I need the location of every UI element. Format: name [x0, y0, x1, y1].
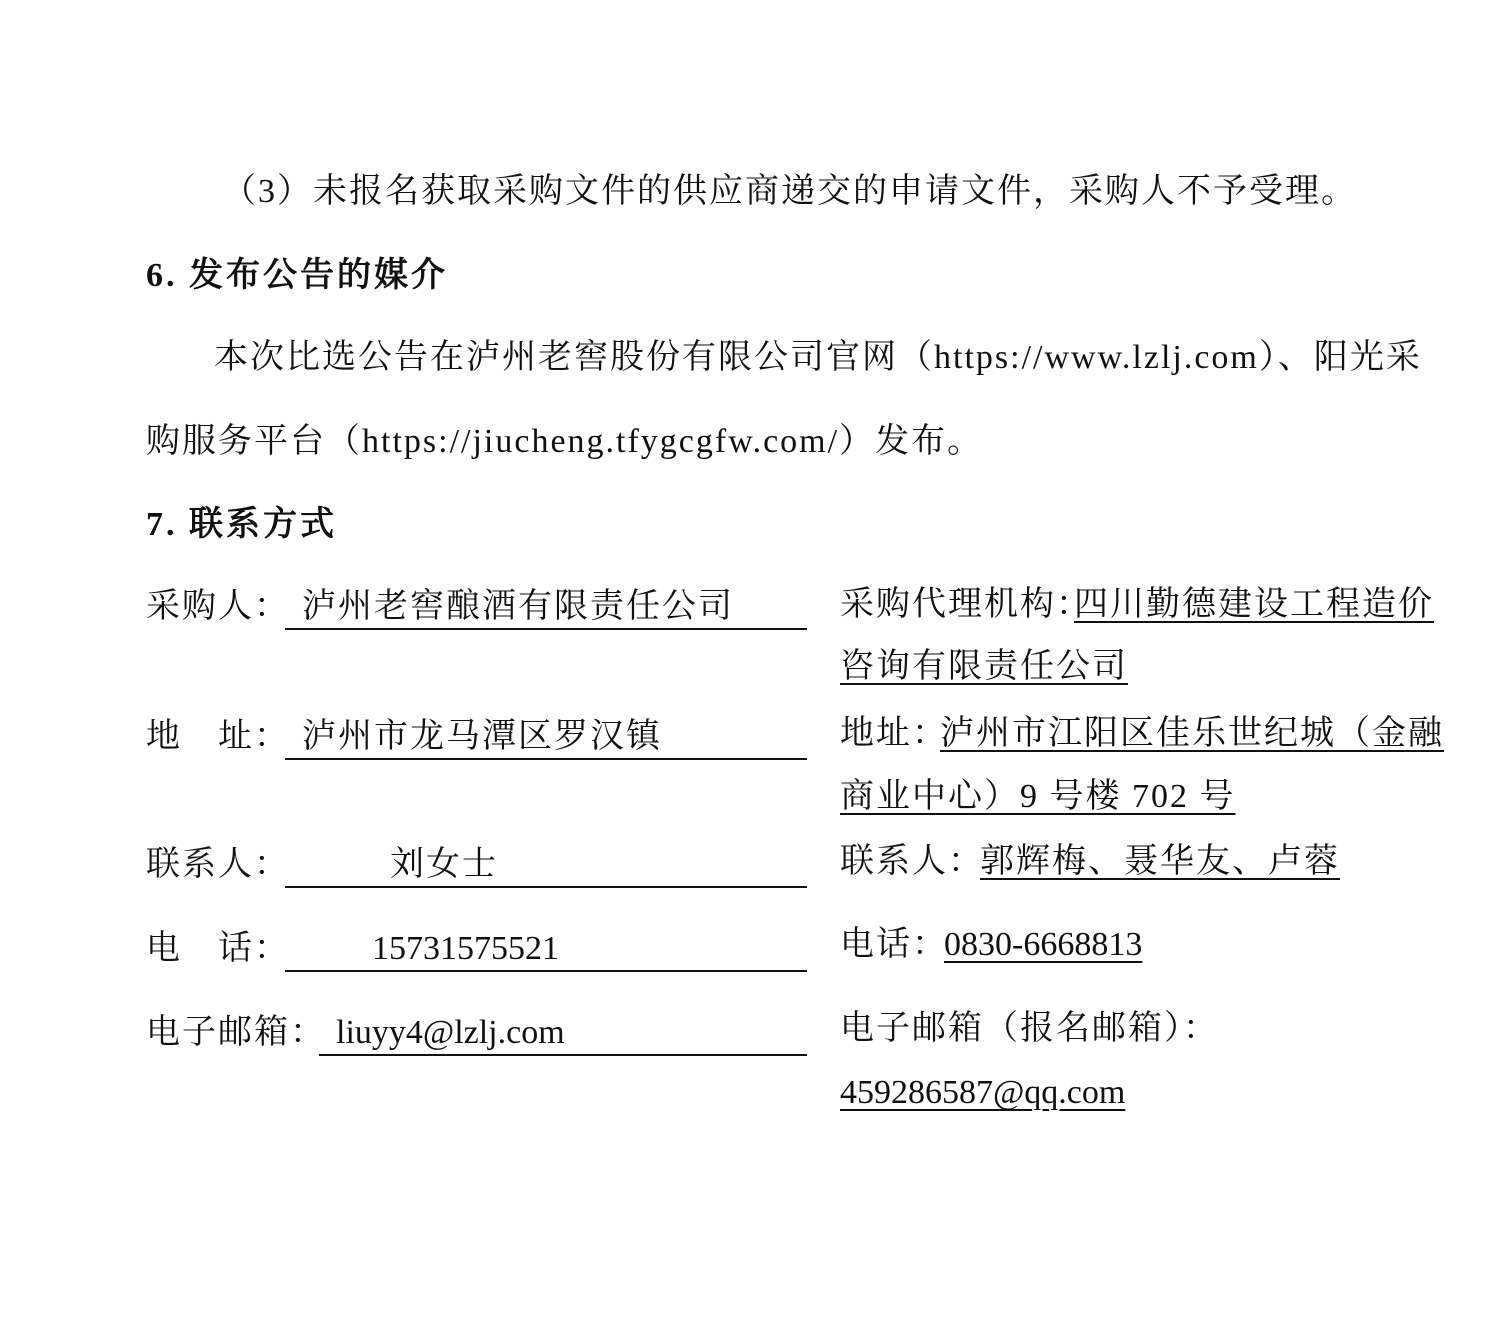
agency-name-value-line2: 咨询有限责任公司 [840, 648, 1128, 685]
agency-phone-value: 0830-6668813 [944, 926, 1143, 963]
purchaser-contact-value: 刘女士 [390, 846, 498, 883]
agency-name-value-line1: 四川勤德建设工程造价 [1074, 586, 1434, 623]
agency-address-label: 地址： [840, 715, 948, 752]
purchaser-phone-value: 15731575521 [372, 930, 559, 967]
purchaser-phone-label: 电 话： [146, 930, 290, 967]
agency-phone-label: 电话： [840, 926, 948, 963]
agency-contact-value: 郭辉梅、聂华友、卢蓉 [980, 843, 1340, 880]
purchaser-name-value: 泸州老窖酿酒有限责任公司 [302, 588, 734, 625]
section-6-heading: 6. 发布公告的媒介 [146, 257, 448, 294]
agency-name-label: 采购代理机构： [840, 586, 1092, 623]
paragraph-3: （3）未报名获取采购文件的供应商递交的申请文件，采购人不予受理。 [222, 173, 1357, 210]
purchaser-contact-underline [285, 846, 807, 888]
section-6-body-line1: 本次比选公告在泸州老窖股份有限公司官网（https://www.lzlj.com）、阳光采 [214, 339, 1422, 376]
agency-contact-label: 联系人： [840, 843, 984, 880]
agency-address-value-line1: 泸州市江阳区佳乐世纪城（金融 [940, 715, 1444, 752]
purchaser-name-label: 采购人： [146, 588, 290, 625]
purchaser-address-label: 地 址： [146, 718, 290, 755]
agency-address-value-line2: 商业中心）9 号楼 702 号 [840, 778, 1236, 815]
section-7-heading: 7. 联系方式 [146, 506, 337, 543]
purchaser-email-label: 电子邮箱： [146, 1014, 326, 1051]
purchaser-address-value: 泸州市龙马潭区罗汉镇 [302, 718, 662, 755]
section-6-body-line2: 购服务平台（https://jiucheng.tfygcgfw.com/）发布。 [146, 423, 984, 460]
purchaser-email-value[interactable]: liuyy4@lzlj.com [336, 1014, 565, 1051]
agency-email-value[interactable]: 459286587@qq.com [840, 1074, 1126, 1111]
purchaser-contact-label: 联系人： [146, 846, 290, 883]
agency-email-label: 电子邮箱（报名邮箱）： [840, 1010, 1219, 1047]
